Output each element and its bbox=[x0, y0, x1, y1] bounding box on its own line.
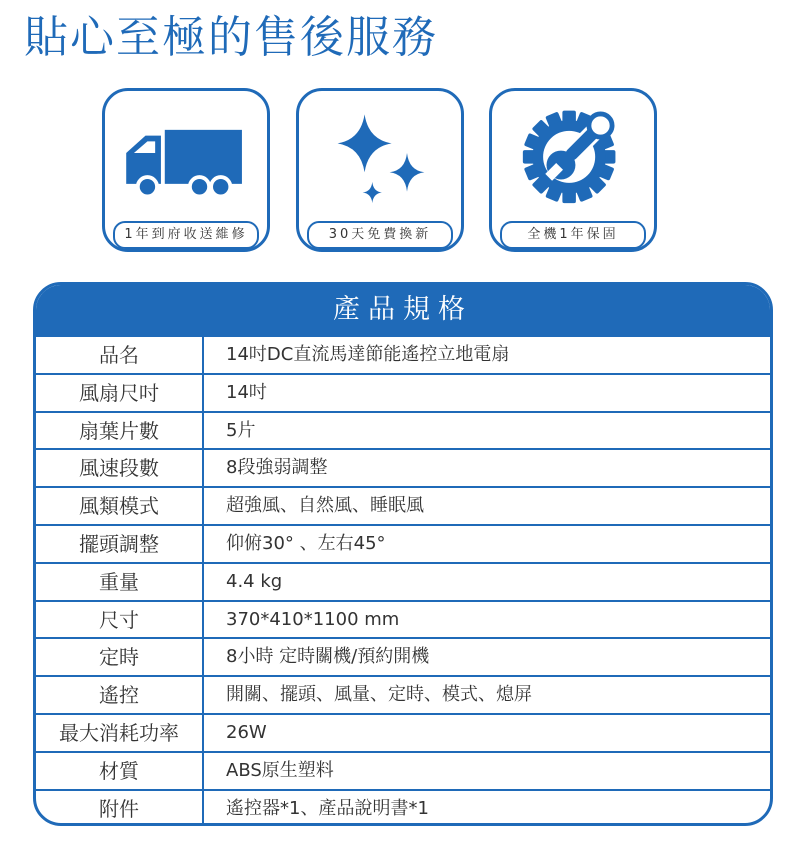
row-value: 5片 bbox=[226, 419, 256, 441]
table-row bbox=[36, 751, 770, 789]
badge-free-replace bbox=[296, 88, 464, 252]
table-row bbox=[36, 411, 770, 449]
row-label: 遙控 bbox=[36, 677, 204, 713]
row-label: 品名 bbox=[36, 337, 204, 373]
row-value: 仰俯30° 、左右45° bbox=[226, 532, 386, 554]
row-value: 14吋 bbox=[226, 381, 267, 403]
sparkle-icon bbox=[299, 91, 461, 215]
row-label: 定時 bbox=[36, 639, 204, 675]
badge-home-repair bbox=[102, 88, 270, 252]
row-value: 開關、擺頭、風量、定時、模式、熄屏 bbox=[226, 684, 532, 706]
row-value: 370*410*1100 mm bbox=[226, 608, 400, 630]
row-value: 26W bbox=[226, 721, 267, 743]
badge-warranty bbox=[489, 88, 657, 252]
row-label: 扇葉片數 bbox=[36, 413, 204, 449]
table-row bbox=[36, 373, 770, 411]
row-value: 14吋DC直流馬達節能遙控立地電扇 bbox=[226, 344, 510, 365]
table-row bbox=[36, 562, 770, 600]
row-label: 材質 bbox=[36, 753, 204, 789]
truck-icon bbox=[105, 91, 267, 215]
badge-label: 1年到府收送維修 bbox=[113, 221, 259, 249]
row-label: 擺頭調整 bbox=[36, 526, 204, 562]
table-row bbox=[36, 524, 770, 562]
row-label: 風速段數 bbox=[36, 450, 204, 486]
table-row bbox=[36, 713, 770, 751]
table-row bbox=[36, 486, 770, 524]
row-value: 8小時 定時關機/預約開機 bbox=[226, 646, 430, 668]
row-label: 最大消耗功率 bbox=[36, 715, 204, 751]
row-label: 尺寸 bbox=[36, 602, 204, 638]
row-label: 風扇尺吋 bbox=[36, 375, 204, 411]
table-row bbox=[36, 637, 770, 675]
gear-wrench-icon bbox=[492, 91, 654, 215]
row-value: 4.4 kg bbox=[226, 570, 283, 592]
table-row bbox=[36, 335, 770, 373]
row-value: ABS原生塑料 bbox=[226, 759, 334, 781]
table-row bbox=[36, 789, 770, 826]
page-title: 貼心至極的售後服務 bbox=[24, 12, 438, 63]
badge-label: 全機1年保固 bbox=[500, 221, 646, 249]
table-row bbox=[36, 600, 770, 638]
row-label: 附件 bbox=[36, 791, 204, 826]
row-value: 遙控器*1、產品說明書*1 bbox=[226, 797, 429, 819]
table-row bbox=[36, 675, 770, 713]
badge-label: 30天免費換新 bbox=[307, 221, 453, 249]
row-value: 8段強弱調整 bbox=[226, 457, 328, 479]
spec-table bbox=[33, 282, 773, 826]
table-row bbox=[36, 448, 770, 486]
row-label: 重量 bbox=[36, 564, 204, 600]
row-value: 超強風、自然風、睡眠風 bbox=[226, 495, 424, 517]
spec-header: 產品規格 bbox=[36, 285, 770, 335]
row-label: 風類模式 bbox=[36, 488, 204, 524]
